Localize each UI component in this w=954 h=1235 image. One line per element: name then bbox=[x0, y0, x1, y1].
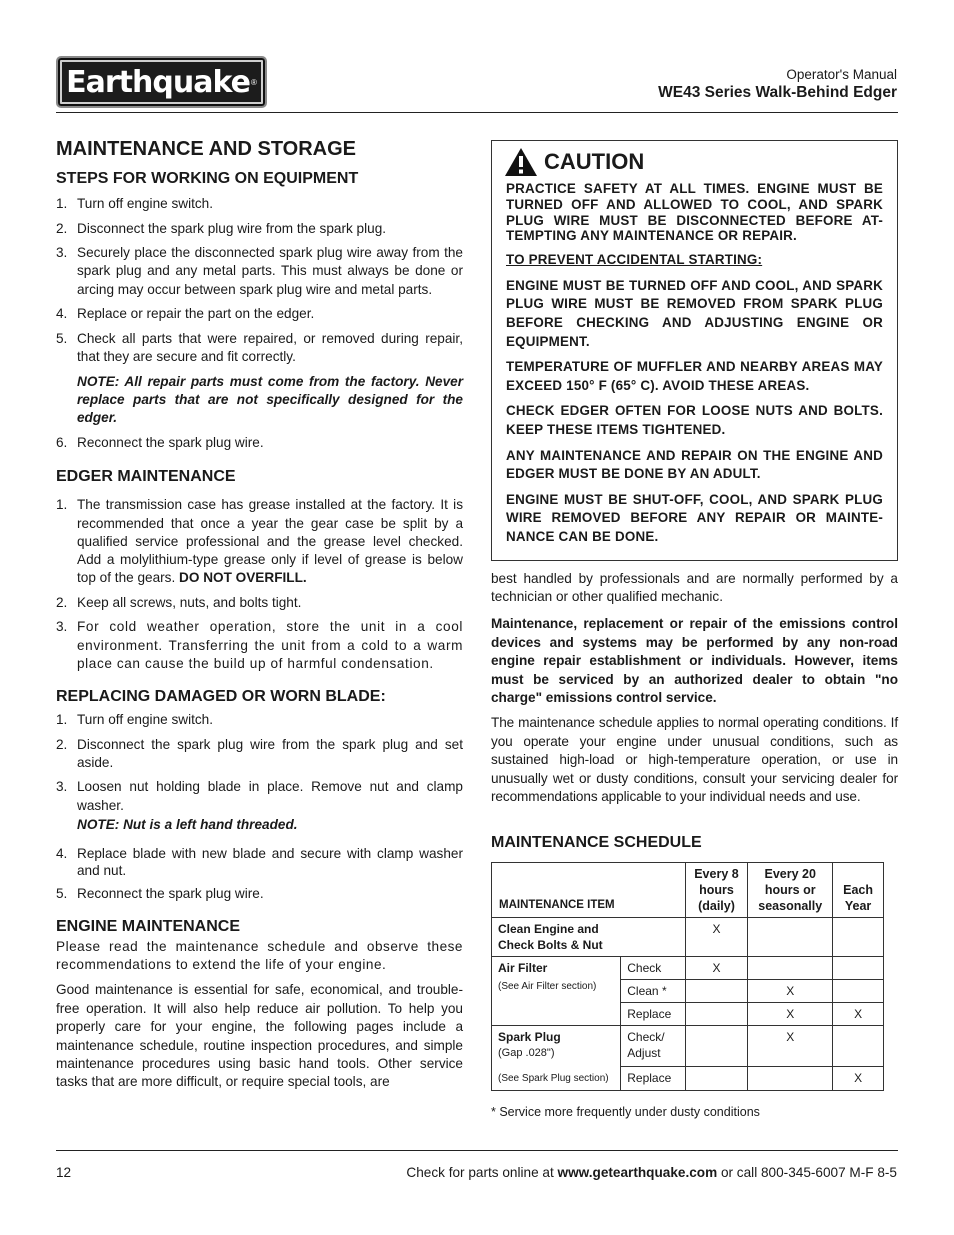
clean-engine-8h: X bbox=[685, 918, 748, 957]
list-item: 1. Turn off engine switch. bbox=[56, 712, 214, 727]
right-column bbox=[491, 140, 898, 1119]
caution-paragraph: ENGINE MUST BE SHUT-OFF, COOL, AND SPARK PLUG WIRE REMOVED BEFORE ANY REPAIR OR MAINTE-NANCE CAN BE DONE. bbox=[506, 491, 883, 544]
air-filter-replace: Replace bbox=[621, 1003, 685, 1026]
caution-paragraph: CHECK EDGER OFTEN FOR LOOSE NUTS AND BOLTS. KEEP THESE ITEMS TIGHTENED. bbox=[506, 403, 883, 437]
blade-list-continued bbox=[56, 846, 463, 904]
steps-list bbox=[56, 195, 463, 366]
caution-paragraph: TEMPERATURE OF MUFFLER AND NEARBY AREAS MAY EXCEED 150° F (65° C). AVOID THESE AREAS. bbox=[506, 359, 883, 393]
caution-subheading: TO PREVENT ACCIDENTAL STARTING: bbox=[506, 252, 763, 268]
blade-heading: REPLACING DAMAGED OR WORN BLADE: bbox=[56, 688, 386, 705]
edger-maintenance-heading: EDGER MAINTENANCE bbox=[56, 468, 236, 486]
table-row bbox=[492, 918, 884, 957]
column-header-8-hours: Every 8 hours (daily) bbox=[685, 863, 748, 918]
air-filter-check-8h: X bbox=[685, 957, 748, 980]
caution-header bbox=[504, 147, 883, 177]
air-filter-cell: Air Filter (See Air Filter section) bbox=[492, 957, 621, 1026]
list-item: 5. Check all parts that were repaired, or removed during repair, that they are secure and fit correctly. bbox=[56, 330, 463, 364]
list-item: 1. The transmission case has grease installed at the factory. It is recommended that once a year the gear case be split by a qualified service professional and the grease level checked. Add a molylithium-type grease only if level of grease is below top of the gears. DO NOT OVERFILL. bbox=[56, 497, 463, 586]
list-item: 1. Turn off engine switch. bbox=[56, 196, 214, 211]
spark-plug-check-adjust: Check/ Adjust bbox=[621, 1026, 685, 1067]
earthquake-logo bbox=[56, 56, 267, 108]
caution-title: CAUTION bbox=[544, 149, 645, 174]
website-link[interactable]: www.getearthquake.com bbox=[557, 1165, 718, 1180]
emissions-paragraph: Maintenance, replacement or repair of the emissions control devices and systems may be performed by any non-road engine repair establishment or individuals. However, items must be serviced by an authorized dealer to obtain "no charge" emissions control service. bbox=[491, 616, 898, 705]
schedule-paragraph: The maintenance schedule applies to normal operating conditions. If you operate your engine under unusual conditions, such as sustained high-load or high-temperature operation, or use in unusually wet or dusty conditions, consult your servicing dealer for recommendations applicable to your individual needs and use. bbox=[491, 715, 898, 804]
left-hand-thread-note: NOTE: Nut is a left hand threaded. bbox=[77, 816, 298, 832]
continued-paragraph: best handled by professionals and are normally performed by a technician or other qualified mechanic. bbox=[491, 570, 898, 604]
column-header-20-hours: Every 20 hours or seasonally bbox=[748, 863, 833, 918]
clean-engine-20h bbox=[748, 918, 833, 957]
table-row bbox=[492, 957, 884, 980]
caution-paragraph: ENGINE MUST BE TURNED OFF AND COOL, AND SPARK PLUG WIRE MUST BE REMOVED FROM SPARK PLUG BEFORE CHECKING AND ADJUSTING ENGINE OR EQUIPMENT. bbox=[506, 277, 883, 349]
series-title: WE43 Series Walk-Behind Edger bbox=[658, 84, 897, 101]
list-item: 2. Disconnect the spark plug wire from the spark plug and set aside. bbox=[56, 736, 463, 770]
air-filter-check: Check bbox=[621, 957, 685, 980]
list-item: 3. Loosen nut holding blade in place. Remove nut and clamp washer. bbox=[56, 779, 463, 813]
page-title: MAINTENANCE AND STORAGE bbox=[56, 138, 357, 160]
list-item: 5. Reconnect the spark plug wire. bbox=[56, 886, 264, 902]
list-item: 3. Securely place the disconnected spark plug wire away from the spark plug and any metal parts. This must always be done or arcing may occur between spark plug wire and metal parts. bbox=[56, 245, 463, 297]
air-filter-replace-20h: X bbox=[748, 1003, 833, 1026]
list-item: 2. Disconnect the spark plug wire from the spark plug. bbox=[56, 220, 387, 236]
page-number: 12 bbox=[56, 1165, 72, 1180]
left-column bbox=[56, 136, 463, 1099]
column-header-each-year: Each Year bbox=[833, 863, 884, 918]
column-header-item: MAINTENANCE ITEM bbox=[492, 863, 686, 918]
engine-maintenance-heading: ENGINE MAINTENANCE bbox=[56, 917, 241, 935]
air-filter-clean: Clean * bbox=[621, 980, 685, 1003]
footer-divider bbox=[56, 1150, 898, 1151]
maintenance-schedule-heading: MAINTENANCE SCHEDULE bbox=[491, 834, 702, 852]
blade-list bbox=[56, 711, 463, 815]
steps-list-continued bbox=[56, 434, 463, 452]
manual-label: Operator's Manual bbox=[786, 67, 897, 82]
edger-list bbox=[56, 496, 463, 673]
list-item: 4. Replace blade with new blade and secure with clamp washer and nut. bbox=[56, 846, 463, 878]
maintenance-schedule-table bbox=[491, 862, 884, 1091]
list-item: 4. Replace or repair the part on the edger. bbox=[56, 306, 315, 322]
engine-paragraph-1: Please read the maintenance schedule and observe these recommendations to extend the life of your engine. bbox=[56, 938, 463, 972]
spark-plug-replace-year: X bbox=[833, 1067, 884, 1091]
header-divider bbox=[56, 112, 898, 113]
steps-heading: STEPS FOR WORKING ON EQUIPMENT bbox=[56, 170, 359, 187]
footer-contact: Check for parts online at www.getearthquake.com or call 800-345-6007 M-F 8-5 bbox=[406, 1165, 897, 1180]
caution-box bbox=[491, 140, 898, 561]
logo-registered-mark: ® bbox=[250, 77, 257, 87]
warning-triangle-icon bbox=[504, 147, 538, 177]
caution-paragraph: ANY MAINTENANCE AND REPAIR ON THE ENGINE AND EDGER MUST BE DONE BY AN ADULT. bbox=[506, 447, 883, 482]
air-filter-replace-year: X bbox=[833, 1003, 884, 1026]
clean-engine-cell: Clean Engine and Check Bolts & Nut bbox=[492, 918, 686, 957]
clean-engine-year bbox=[833, 918, 884, 957]
engine-paragraph-2: Good maintenance is essential for safe, economical, and trouble-free operation. It will also help reduce air pollution. To help you properly care for your engine, the following pages include a maintenance schedule, routine inspection procedures, and simple maintenance procedures using basic hand tools. Other service tasks that are more difficult, or require special tools, are bbox=[56, 982, 463, 1090]
list-item: 3. For cold weather operation, store the unit in a cool environment. Transferring the unit from a cold to a warm place can cause the build up of harmful condensation. bbox=[56, 619, 463, 671]
spark-plug-cell: Spark Plug (Gap .028") (See Spark Plug section) bbox=[492, 1026, 621, 1091]
repair-parts-note: NOTE: All repair parts must come from the factory. Never replace parts that are not specifically designed for the edger. bbox=[77, 373, 463, 425]
header-right bbox=[658, 66, 897, 103]
caution-paragraph: PRACTICE SAFETY AT ALL TIMES. ENGINE MUST BE TURNED OFF AND ALLOWED TO COOL, AND SPARK PLUG WIRE MUST BE DISCONNECTED BEFORE AT-TEMPTING ANY MAINTENANCE OR REPAIR. bbox=[506, 181, 883, 244]
table-header-row bbox=[492, 863, 884, 918]
table-footnote: * Service more frequently under dusty conditions bbox=[491, 1105, 760, 1120]
spark-plug-replace: Replace bbox=[621, 1067, 685, 1091]
spark-plug-check-20h: X bbox=[748, 1026, 833, 1067]
list-item: 6. Reconnect the spark plug wire. bbox=[56, 435, 264, 451]
logo-text: Earthquake bbox=[66, 64, 250, 100]
list-item: 2. Keep all screws, nuts, and bolts tight. bbox=[56, 594, 302, 610]
air-filter-clean-20h: X bbox=[748, 980, 833, 1003]
table-row bbox=[492, 1026, 884, 1067]
